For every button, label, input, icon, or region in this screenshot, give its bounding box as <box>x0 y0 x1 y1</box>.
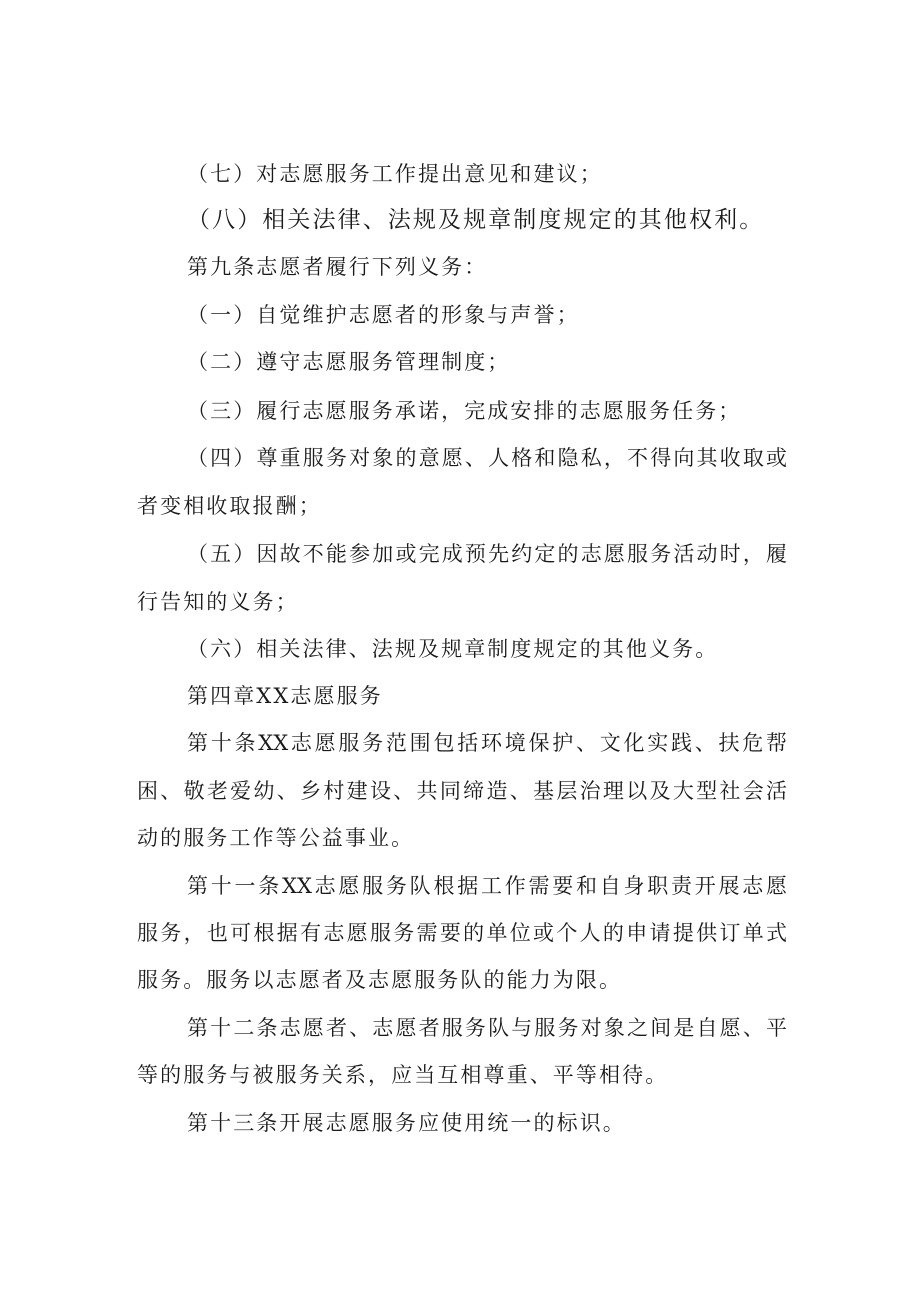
duty-2-line: （二）遵守志愿服务管理制度； <box>187 350 511 374</box>
article-10-line-1: 第十条XX志愿服务范围包括环境保护、文化实践、扶危帮 <box>187 731 787 755</box>
duty-4-line-2: 者变相收取报酬； <box>137 494 322 518</box>
article-10-line-2: 困、敬老爱幼、乡村建设、共同缔造、基层治理以及大型社会活 <box>137 779 787 803</box>
clause-7-line: （七）对志愿服务工作提出意见和建议； <box>187 162 603 186</box>
article-12-line-1: 第十二条志愿者、志愿者服务队与服务对象之间是自愿、平 <box>187 1016 787 1040</box>
article-11-line-2: 服务，也可根据有志愿服务需要的单位或个人的申请提供订单式 <box>137 921 787 945</box>
article-9-heading: 第九条志愿者履行下列义务： <box>187 255 488 279</box>
duty-6-line: （六）相关法律、法规及规章制度规定的其他义务。 <box>187 637 719 661</box>
duty-3-line: （三）履行志愿服务承诺，完成安排的志愿服务任务； <box>187 399 742 423</box>
article-13-line: 第十三条开展志愿服务应使用统一的标识。 <box>187 1111 626 1135</box>
duty-5-line-1: （五）因故不能参加或完成预先约定的志愿服务活动时，履 <box>187 542 787 566</box>
clause-8-line: （八）相关法律、法规及规章制度规定的其他权利。 <box>187 207 765 233</box>
duty-5-line-2: 行告知的义务； <box>137 590 299 614</box>
article-11-line-3: 服务。服务以志愿者及志愿服务队的能力为限。 <box>137 968 623 992</box>
duty-4-line-1: （四）尊重服务对象的意愿、人格和隐私，不得向其收取或 <box>187 446 787 470</box>
article-11-line-1: 第十一条XX志愿服务队根据工作需要和自身职责开展志愿 <box>187 874 787 898</box>
duty-1-line: （一）自觉维护志愿者的形象与声誉； <box>187 303 580 327</box>
chapter-4-heading: 第四章XX志愿服务 <box>187 684 383 708</box>
article-10-line-3: 动的服务工作等公益事业。 <box>137 826 415 850</box>
article-12-line-2: 等的服务与被服务关系，应当互相尊重、平等相待。 <box>137 1063 669 1087</box>
